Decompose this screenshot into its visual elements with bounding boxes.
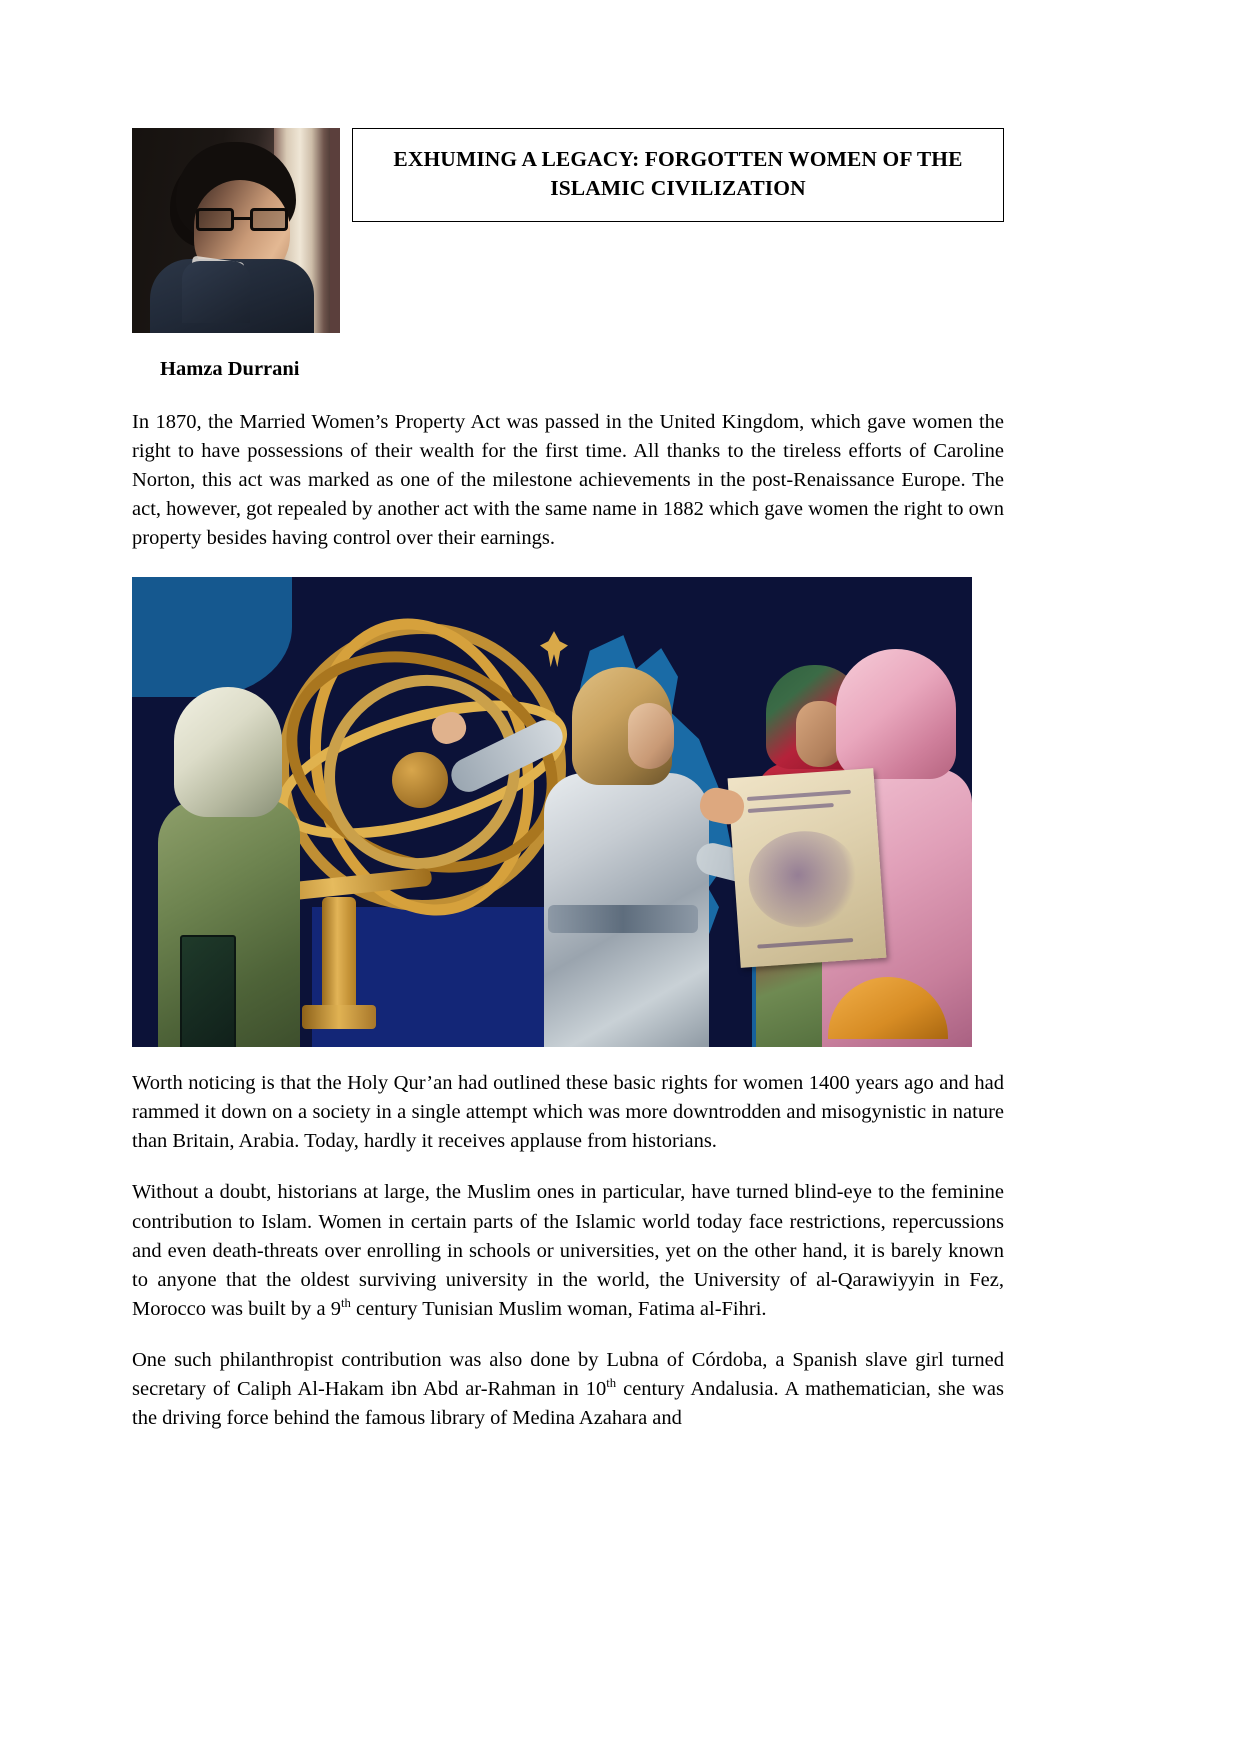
paragraph-4: One such philanthropist contribution was also done by Lubna of Córdoba, a Spanish slave girl turned secretary of Caliph Al-Hakam ibn Abd ar-Rahman in 10th century Andalusia. A mathematician, she was the driving force behind the famous library of Medina Azahara and bbox=[132, 1349, 1004, 1430]
sphere-stand-column bbox=[322, 897, 356, 1015]
figure-center-woman-pointing bbox=[532, 667, 717, 1047]
paragraph-1: In 1870, the Married Women’s Property Act was passed in the United Kingdom, which gave women the right to have possessions of their wealth for the first time. All thanks to the tireless efforts of Caroline Norton, this act was marked as one of the milestone achievements in the post-Renaissance Europe. The act, however, got repealed by another act with the same name in 1882 which gave women the right to own property besides having control over their earnings. bbox=[132, 410, 1004, 550]
scroll-ink-line-1 bbox=[747, 790, 851, 801]
portrait-glasses-icon bbox=[196, 208, 288, 231]
paragraph-2: Worth noticing is that the Holy Qur’an had outlined these basic rights for women 1400 years ago and had rammed it down on a society in a single attempt which was more downtrodden and misogynistic in nature than Britain, Arabia. Today, hardly it receives applause from historians. bbox=[132, 1072, 1004, 1153]
illustration-manuscript-scroll bbox=[728, 768, 887, 968]
figure-left-woman-with-book bbox=[152, 687, 302, 1047]
figure-left-headscarf bbox=[174, 687, 282, 817]
page-content bbox=[132, 128, 1004, 1433]
scroll-ink-line-2 bbox=[748, 803, 834, 813]
paragraph-3: Without a doubt, historians at large, the Muslim ones in particular, have turned blind-eye to the feminine contribution to Islam. Women in certain parts of the Islamic world today face restrictions, repercussions and even death-threats over enrolling in schools or universities, yet on the other hand, it is barely known to anyone that the oldest surviving university in the world, the University of al-Qarawiyyin in Fez, Morocco was built by a 9th century Tunisian Muslim woman, Fatima al-Fihri. bbox=[132, 1181, 1004, 1320]
article-illustration bbox=[132, 577, 972, 1047]
figure-center-face bbox=[628, 703, 674, 769]
glasses-bridge bbox=[234, 217, 250, 220]
sphere-stand-base bbox=[302, 1005, 376, 1029]
author-byline: Hamza Durrani bbox=[160, 358, 300, 380]
figure-far-right-veil bbox=[836, 649, 956, 779]
ordinal-superscript: th bbox=[606, 1376, 617, 1391]
scroll-diagram-glyph bbox=[746, 828, 862, 931]
ordinal-superscript: th bbox=[340, 1296, 351, 1311]
page-title: EXHUMING A LEGACY: FORGOTTEN WOMEN OF THE ISLAMIC CIVILIZATION bbox=[393, 147, 963, 200]
article-title-box bbox=[352, 128, 1004, 222]
sphere-core-globe bbox=[392, 752, 448, 808]
figure-center-sash bbox=[548, 905, 698, 933]
scroll-ink-line-3 bbox=[757, 938, 853, 949]
glasses-right-lens bbox=[250, 208, 288, 231]
sphere-finial-ornament bbox=[540, 631, 568, 667]
portrait-outer-collar bbox=[182, 261, 250, 323]
glasses-left-lens bbox=[196, 208, 234, 231]
figure-left-book bbox=[180, 935, 236, 1047]
author-portrait-photo bbox=[132, 128, 340, 333]
article-header bbox=[132, 128, 1004, 333]
photo-window-edge bbox=[330, 128, 340, 333]
